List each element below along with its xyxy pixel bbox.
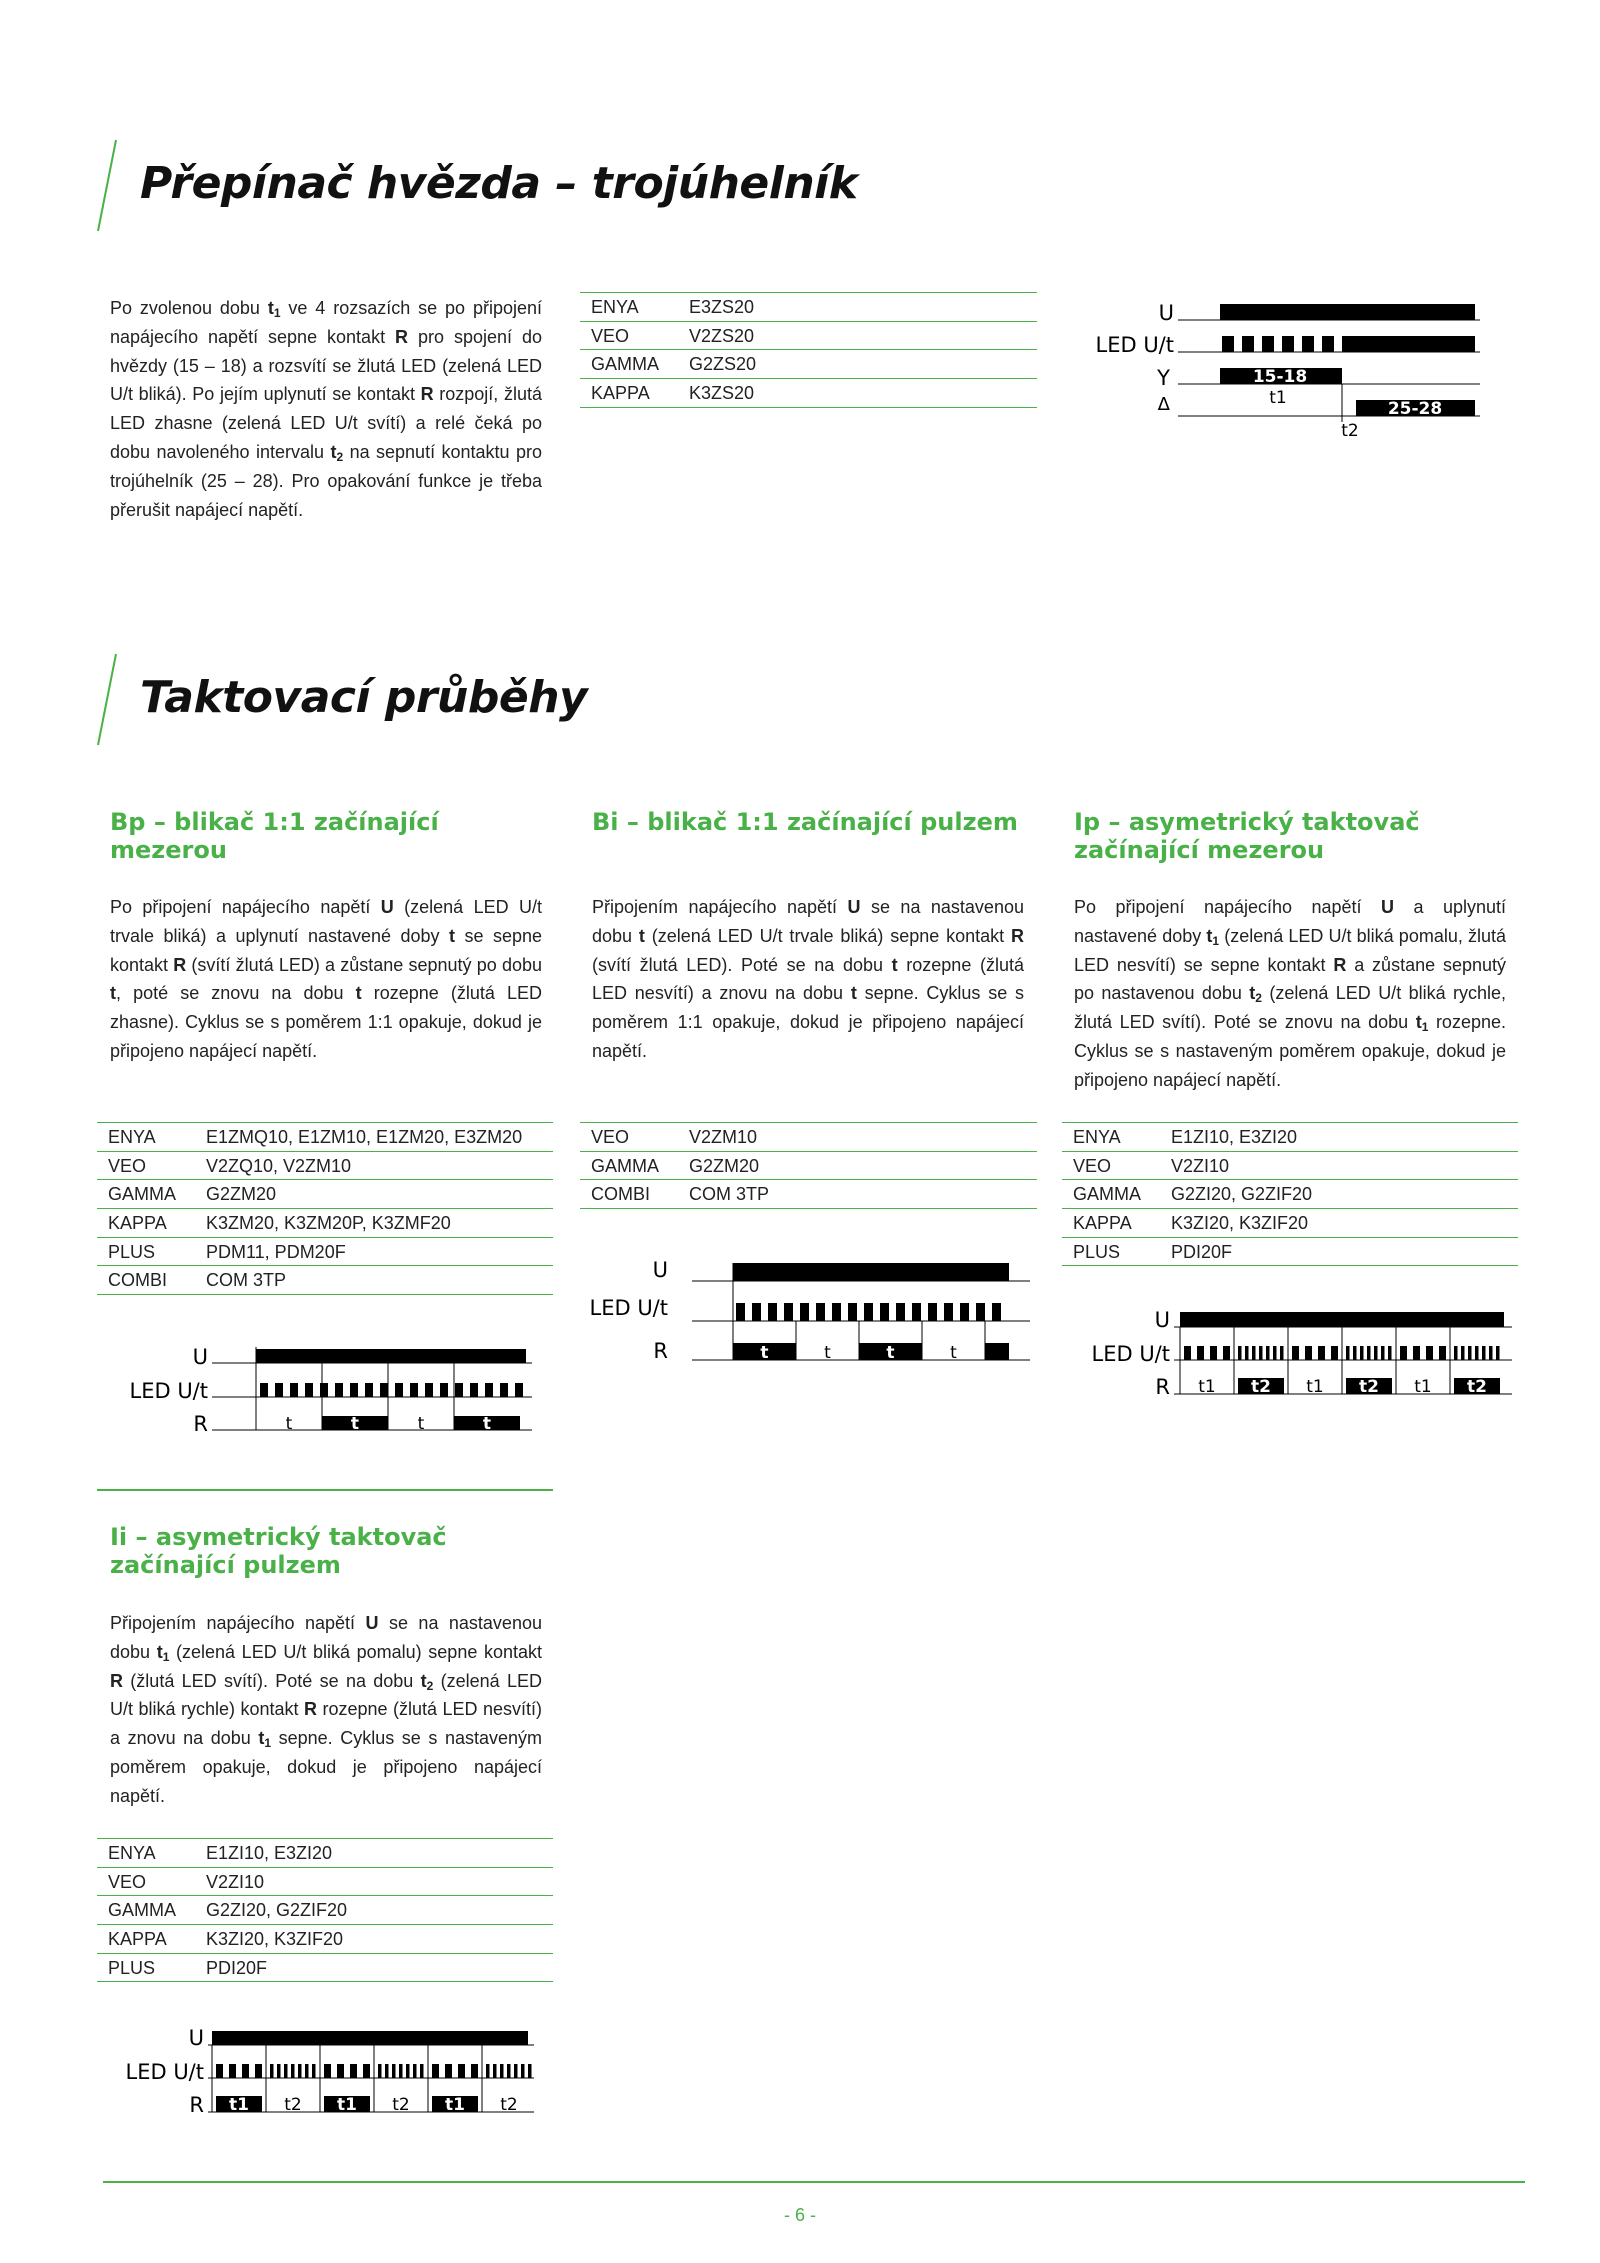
led-pulse — [1245, 1346, 1249, 1360]
led-pulse — [365, 1383, 373, 1397]
ii-models-body — [97, 1839, 553, 1982]
period-label: t — [482, 1414, 492, 1434]
led-pulse — [1184, 1346, 1191, 1360]
diagram-label-led: LED U/t — [1095, 333, 1174, 357]
led-pulse — [320, 1383, 328, 1397]
led-pulse — [420, 2064, 424, 2078]
model-codes: G2ZM20 — [678, 1151, 1037, 1180]
led-pulse — [1489, 1346, 1493, 1360]
led-pulse — [1439, 1346, 1446, 1360]
model-row — [1062, 1209, 1518, 1238]
model-row — [97, 1123, 553, 1152]
model-row — [97, 1151, 553, 1180]
u-bar — [212, 2031, 528, 2045]
model-row — [580, 350, 1037, 379]
period-label: t1 — [1306, 1377, 1324, 1397]
ip-heading: Ip – asymetrický taktovač začínající mezerou — [1074, 808, 1420, 864]
led-pulse — [410, 1383, 418, 1397]
led-pulse — [1238, 1346, 1242, 1360]
led-pulse — [1266, 1346, 1270, 1360]
led-pulse — [928, 1303, 937, 1321]
star-delta-timing-diagram — [1060, 292, 1480, 442]
model-codes: E1ZMQ10, E1ZM10, E1ZM20, E3ZM20 — [195, 1123, 553, 1152]
model-brand: GAMMA — [580, 350, 678, 379]
led-pulse — [1273, 1346, 1277, 1360]
led-pulse — [1381, 1346, 1385, 1360]
model-brand: KAPPA — [580, 379, 678, 408]
led-pulse — [768, 1303, 777, 1321]
model-brand: KAPPA — [97, 1209, 195, 1238]
period-label: t2 — [284, 2095, 302, 2115]
led-pulse — [1468, 1346, 1472, 1360]
led-pulse — [335, 1383, 343, 1397]
footer-rule — [103, 2181, 1525, 2183]
model-brand: PLUS — [97, 1237, 195, 1266]
model-brand: VEO — [1062, 1151, 1160, 1180]
led-pulse — [1482, 1346, 1486, 1360]
led-pulse — [515, 1383, 523, 1397]
model-brand: COMBI — [580, 1180, 678, 1209]
diagram-label-r: R — [189, 2093, 204, 2117]
model-row — [97, 1896, 553, 1925]
led-pulse — [864, 1303, 873, 1321]
led-pulse — [216, 2064, 223, 2078]
model-brand: ENYA — [97, 1839, 195, 1868]
model-row — [580, 321, 1037, 350]
led-pulse — [363, 2064, 370, 2078]
led-pulse — [1318, 1346, 1325, 1360]
led-pulse — [298, 2064, 302, 2078]
model-row — [97, 1209, 553, 1238]
model-row — [580, 1123, 1037, 1152]
model-codes: G2ZI20, G2ZIF20 — [1160, 1180, 1518, 1209]
model-codes: K3ZS20 — [678, 379, 1037, 408]
led-pulse — [1302, 336, 1314, 352]
section-cycling-heading — [96, 652, 996, 747]
led-pulse — [514, 2064, 518, 2078]
led-blink-pulses — [736, 1303, 1001, 1321]
led-pulse — [960, 1303, 969, 1321]
led-pulse — [1322, 336, 1334, 352]
bp-timing-diagram — [100, 1335, 540, 1435]
t1-label: t1 — [1269, 388, 1287, 408]
led-pulse — [848, 1303, 857, 1321]
y-contact-label: 15-18 — [1252, 367, 1308, 387]
led-pulse — [392, 2064, 396, 2078]
led-pulse — [880, 1303, 889, 1321]
led-pulse — [736, 1303, 745, 1321]
model-codes: PDI20F — [1160, 1237, 1518, 1266]
led-pulse — [458, 2064, 465, 2078]
page-number: - 6 - — [783, 2205, 816, 2225]
u-bar — [1220, 304, 1475, 320]
model-codes: V2ZS20 — [678, 321, 1037, 350]
model-codes: G2ZS20 — [678, 350, 1037, 379]
led-pulse — [399, 2064, 403, 2078]
model-row — [97, 1953, 553, 1982]
led-blink-pulses — [260, 1383, 523, 1397]
section-title: Taktovací průběhy — [140, 672, 588, 723]
bi-timing-diagram — [580, 1248, 1040, 1363]
diagram-label-led: LED U/t — [589, 1296, 668, 1320]
diagram-label-y: Y — [1157, 366, 1170, 390]
led-pulse — [275, 1383, 283, 1397]
led-pulse — [944, 1303, 953, 1321]
period-label: t2 — [392, 2095, 410, 2115]
diagram-label-u: U — [188, 2026, 204, 2050]
model-row — [1062, 1180, 1518, 1209]
section-divider — [97, 1489, 553, 1491]
model-codes: G2ZI20, G2ZIF20 — [195, 1896, 553, 1925]
led-pulse — [832, 1303, 841, 1321]
led-pulse — [1461, 1346, 1465, 1360]
led-pulse — [1222, 336, 1234, 352]
period-label: t — [886, 1343, 895, 1363]
led-pulse — [1413, 1346, 1420, 1360]
model-row — [97, 1925, 553, 1954]
model-codes: COM 3TP — [195, 1266, 553, 1295]
model-row — [97, 1266, 553, 1295]
led-pulse — [440, 1383, 448, 1397]
led-pulse — [324, 2064, 331, 2078]
bp-description: Po připojení napájecího napětí U (zelená LED U/t trvale bliká) a uplynutí nastavené doby t se sepne kontakt R (svítí žlutá LED) a zůstane sepnutý po dobu t, poté se znovu na dobu t rozepne (žlutá LED zhasne). Cyklus se s poměrem 1:1 opakuje, dokud je připojeno napájecí napětí. — [110, 897, 542, 1061]
ip-timing-diagram — [1060, 1300, 1520, 1400]
led-pulse — [1259, 1346, 1263, 1360]
led-pulse — [500, 2064, 504, 2078]
led-pulse — [912, 1303, 921, 1321]
model-codes: E1ZI10, E3ZI20 — [195, 1839, 553, 1868]
led-blink-pulses — [1222, 336, 1334, 352]
period-label: t2 — [1359, 1377, 1379, 1397]
diagram-label-r: R — [653, 1339, 668, 1363]
led-pulse — [312, 2064, 316, 2078]
led-pulse — [896, 1303, 905, 1321]
section-star-delta-heading — [96, 138, 996, 233]
led-pulse — [521, 2064, 525, 2078]
model-row — [97, 1867, 553, 1896]
ii-timing-diagram — [100, 2016, 560, 2116]
model-row — [580, 379, 1037, 408]
diagram-label-r: R — [1155, 1375, 1170, 1399]
led-pulse — [1388, 1346, 1392, 1360]
star-delta-models-body — [580, 293, 1037, 408]
model-brand: PLUS — [97, 1953, 195, 1982]
model-codes: PDI20F — [195, 1953, 553, 1982]
led-pulse — [385, 2064, 389, 2078]
period-label: t1 — [445, 2095, 465, 2115]
model-brand: VEO — [580, 1123, 678, 1152]
period-label: t2 — [1251, 1377, 1271, 1397]
led-pulse — [1454, 1346, 1458, 1360]
led-pulse — [425, 1383, 433, 1397]
bi-heading: Bi – blikač 1:1 začínající pulzem — [592, 808, 1018, 836]
ii-description: Připojením napájecího napětí U se na nastavenou dobu $t_1$ (zelená LED U/t bliká pomalu) sepne kontakt R (žlutá LED svítí). Poté se na dobu $t_2$ (zelená LED U/t bliká rychle) kontakt R rozepne (žlutá LED nesvítí) a znovu na dobu $t_1$ sepne. Cyklus se s nastaveným poměrem opakuje, dokud je připojeno napájecí napětí. — [110, 1613, 543, 1806]
bp-models-table — [97, 1122, 553, 1295]
led-pulse — [1223, 1346, 1230, 1360]
diagram-label-delta: Δ — [1157, 394, 1170, 415]
ip-models-table — [1062, 1122, 1518, 1266]
led-pulse — [471, 2064, 478, 2078]
model-row — [97, 1237, 553, 1266]
bi-description: Připojením napájecího napětí U se na nastavenou dobu t (zelená LED U/t trvale bliká) sepne kontakt R (svítí žlutá LED). Poté se na dobu t rozepne (žlutá LED nesvítí) a znovu na dobu t sepne. Cyklus se s poměrem 1:1 opakuje, dokud je připojeno napájecí napětí. — [592, 897, 1025, 1061]
led-pulse — [270, 2064, 274, 2078]
r-pulse — [985, 1343, 1009, 1360]
diagram-label-u: U — [652, 1258, 668, 1282]
led-pulse — [242, 2064, 249, 2078]
model-codes: E3ZS20 — [678, 293, 1037, 322]
led-pulse — [1242, 336, 1254, 352]
led-pulse — [800, 1303, 809, 1321]
led-pulse — [1282, 336, 1294, 352]
model-codes: K3ZM20, K3ZM20P, K3ZMF20 — [195, 1209, 553, 1238]
led-pulse — [1262, 336, 1274, 352]
model-brand: GAMMA — [1062, 1180, 1160, 1209]
period-label: t2 — [1467, 1377, 1487, 1397]
model-row — [1062, 1123, 1518, 1152]
led-pulse — [816, 1303, 825, 1321]
ip-description: Po připojení napájecího napětí U a uplynutí nastavené doby $t_1$ (zelená LED U/t bliká pomalu, žlutá LED nesvítí) se sepne kontakt R a zůstane sepnutý po nastavenou dobu $t_2$ (zelená LED U/t bliká rychle, žlutá LED svítí). Poté se znovu na dobu $t_1$ rozepne. Cyklus se s nastaveným poměrem opakuje, dokud je připojeno napájecí napětí. — [1074, 897, 1507, 1090]
led-pulse — [470, 1383, 478, 1397]
model-codes: E1ZI10, E3ZI20 — [1160, 1123, 1518, 1152]
model-brand: PLUS — [1062, 1237, 1160, 1266]
period-label: t — [417, 1414, 425, 1434]
model-brand: VEO — [97, 1867, 195, 1896]
u-bar — [733, 1263, 1009, 1281]
period-label: t1 — [1198, 1377, 1216, 1397]
led-pulse — [1252, 1346, 1256, 1360]
led-pulse — [455, 1383, 463, 1397]
led-pulse — [290, 1383, 298, 1397]
model-brand: KAPPA — [1062, 1209, 1160, 1238]
ii-heading: Ii – asymetrický taktovač začínající pulzem — [110, 1523, 447, 1579]
model-brand: COMBI — [97, 1266, 195, 1295]
page-title: Přepínač hvězda – trojúhelník — [140, 158, 858, 209]
model-brand: GAMMA — [580, 1151, 678, 1180]
led-pulse — [493, 2064, 497, 2078]
star-delta-description: Po zvolenou dobu $t_1$ ve 4 rozsazích se po připojení napájecího napětí sepne kontakt R pro spojení do hvězdy (15 – 18) a rozsvítí se žlutá LED (zelená LED U/t bliká). Po jejím uplynutí se kontakt R rozpojí, žlutá LED zhasne (zelená LED U/t svítí) a relé čeká po dobu navoleného intervalu $t_2$ na sepnutí kontaktu pro trojúhelník (25 – 28). Pro opakování funkce je třeba přerušit napájecí napětí. — [110, 298, 543, 520]
led-pulse — [413, 2064, 417, 2078]
diagram-label-r: R — [193, 1412, 208, 1436]
led-pulse — [291, 2064, 295, 2078]
delta-contact-label: 25-28 — [1387, 399, 1443, 419]
period-label: t — [824, 1343, 831, 1363]
period-label: t — [950, 1343, 957, 1363]
model-brand: ENYA — [97, 1123, 195, 1152]
diagram-label-led: LED U/t — [129, 1379, 208, 1403]
model-codes: G2ZM20 — [195, 1180, 553, 1209]
led-pulse — [752, 1303, 761, 1321]
led-pulse — [350, 1383, 358, 1397]
model-codes: K3ZI20, K3ZIF20 — [195, 1925, 553, 1954]
model-brand: ENYA — [580, 293, 678, 322]
bp-heading: Bp – blikač 1:1 začínající mezerou — [110, 808, 439, 864]
model-brand: KAPPA — [97, 1925, 195, 1954]
diagram-label-u: U — [1158, 301, 1174, 325]
model-codes: COM 3TP — [678, 1180, 1037, 1209]
r-contact-pulses — [733, 1321, 1009, 1363]
led-pulse — [305, 1383, 313, 1397]
bi-models-table — [580, 1122, 1037, 1209]
model-row — [580, 293, 1037, 322]
led-pulse — [485, 1383, 493, 1397]
model-codes: K3ZI20, K3ZIF20 — [1160, 1209, 1518, 1238]
period-label: t2 — [500, 2095, 518, 2115]
led-pulse — [1426, 1346, 1433, 1360]
led-pulse — [432, 2064, 439, 2078]
r-contact-pulses — [256, 1363, 520, 1434]
led-pulse — [1331, 1346, 1338, 1360]
ip-models-body — [1062, 1123, 1518, 1266]
led-pulse — [528, 2064, 532, 2078]
model-codes: V2ZM10 — [678, 1123, 1037, 1152]
r-contact-pulses — [1180, 1327, 1500, 1397]
led-pulse — [1400, 1346, 1407, 1360]
model-row — [1062, 1237, 1518, 1266]
model-brand: ENYA — [1062, 1123, 1160, 1152]
led-pulse — [378, 2064, 382, 2078]
led-steady-bar — [1342, 336, 1475, 352]
led-pulse — [1197, 1346, 1204, 1360]
model-codes: V2ZI10 — [195, 1867, 553, 1896]
model-codes: PDM11, PDM20F — [195, 1237, 553, 1266]
led-pulse — [507, 2064, 511, 2078]
led-pulse — [260, 1383, 268, 1397]
model-brand: VEO — [97, 1151, 195, 1180]
led-pulse — [1353, 1346, 1357, 1360]
led-pulse — [380, 1383, 388, 1397]
led-pulse — [350, 2064, 357, 2078]
led-pulse — [1367, 1346, 1371, 1360]
diagram-label-led: LED U/t — [1091, 1342, 1170, 1366]
model-row — [97, 1839, 553, 1868]
led-pulse — [445, 2064, 452, 2078]
diagram-label-u: U — [1154, 1308, 1170, 1332]
led-pulse — [305, 2064, 309, 2078]
model-brand: GAMMA — [97, 1896, 195, 1925]
led-pulse — [229, 2064, 236, 2078]
led-pulse — [1292, 1346, 1299, 1360]
u-bar — [1180, 1312, 1504, 1327]
led-pulse — [1305, 1346, 1312, 1360]
led-pulse — [1346, 1346, 1350, 1360]
model-row — [1062, 1151, 1518, 1180]
led-pulse — [1475, 1346, 1479, 1360]
model-brand: VEO — [580, 321, 678, 350]
bi-models-body — [580, 1123, 1037, 1209]
led-pulse — [976, 1303, 985, 1321]
period-label: t1 — [1414, 1377, 1432, 1397]
period-label: t — [285, 1414, 293, 1434]
led-pulse — [406, 2064, 410, 2078]
diagram-label-u: U — [192, 1345, 208, 1369]
led-pulse — [284, 2064, 288, 2078]
model-brand: GAMMA — [97, 1180, 195, 1209]
period-label: t — [760, 1343, 769, 1363]
model-row — [580, 1180, 1037, 1209]
period-label: t1 — [337, 2095, 357, 2115]
u-bar — [256, 1349, 526, 1363]
diagram-label-led: LED U/t — [125, 2060, 204, 2084]
model-codes: V2ZI10 — [1160, 1151, 1518, 1180]
ii-models-table — [97, 1838, 553, 1982]
star-delta-models-table — [580, 292, 1037, 408]
model-codes: V2ZQ10, V2ZM10 — [195, 1151, 553, 1180]
t2-label: t2 — [1341, 421, 1359, 441]
model-row — [580, 1151, 1037, 1180]
period-label: t — [350, 1414, 360, 1434]
led-pulse — [1496, 1346, 1500, 1360]
led-pulse — [486, 2064, 490, 2078]
bp-models-body — [97, 1123, 553, 1295]
led-pulse — [395, 1383, 403, 1397]
led-pulse — [255, 2064, 262, 2078]
led-pulse — [277, 2064, 281, 2078]
led-pulse — [1360, 1346, 1364, 1360]
led-pulse — [337, 2064, 344, 2078]
period-label: t1 — [229, 2095, 249, 2115]
led-pulse — [992, 1303, 1001, 1321]
led-pulse — [784, 1303, 793, 1321]
led-pulse — [1280, 1346, 1284, 1360]
led-pulse — [1210, 1346, 1217, 1360]
model-row — [97, 1180, 553, 1209]
led-pulse — [500, 1383, 508, 1397]
led-pulse — [1374, 1346, 1378, 1360]
r-contact-pulses — [212, 2045, 518, 2115]
